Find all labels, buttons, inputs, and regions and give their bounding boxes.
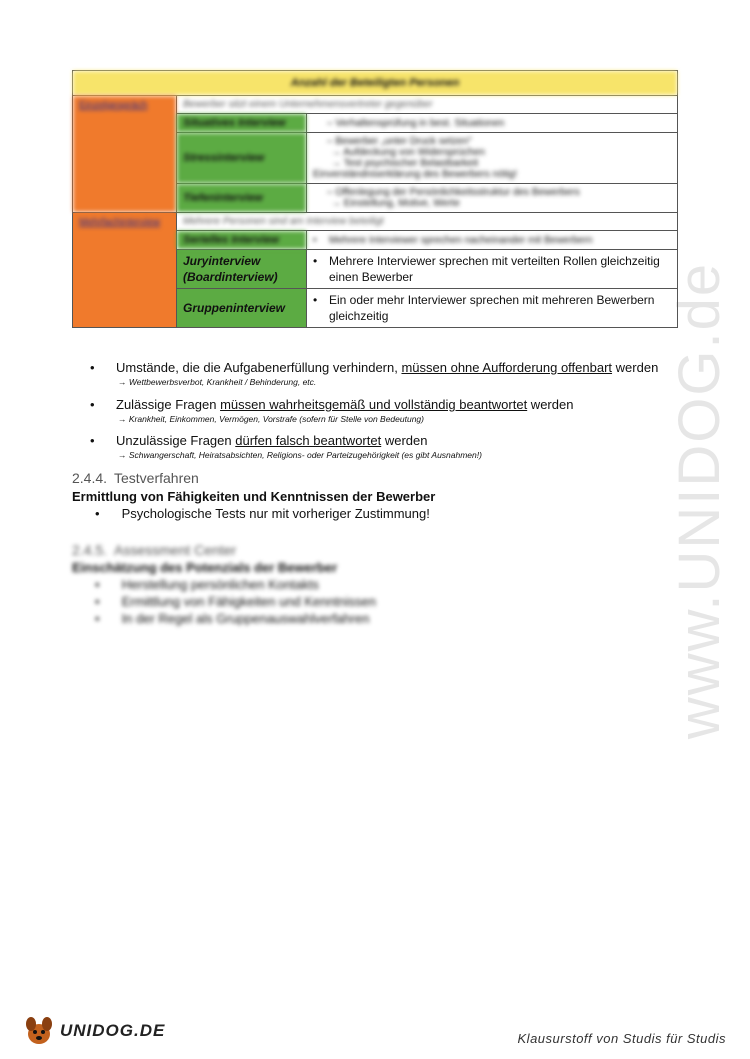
row-desc: • Ein oder mehr Interviewer sprechen mit mehreren Bewerbern gleichzeitig [307,289,678,328]
row-name: Tiefeninterview [177,184,307,213]
bullet-item: • Unzulässige Fragen dürfen falsch beantwortet werden → Schwangerschaft, Heiratsabsichten, Religions- oder Parteizugehörigkeit (es gibt Ausnahmen!) [90,433,482,460]
ac-item: • In der Regel als Gruppenauswahlverfahren [95,611,370,626]
mehrfach-label-cell: Mehrfachinterview [73,213,177,328]
row-desc: – Bewerber „unter Druck setzen" → Aufdeckung von Widersprüchen → Test psychischer Belastbarkeit Einverständniserklärung des Bewerbers nötig! [307,133,678,184]
row-desc: – Offenlegung der Persönlichkeitsstruktur des Bewerbers → Einstellung, Motive, Werte [307,184,678,213]
test-subtitle: Ermittlung von Fähigkeiten und Kenntnissen der Bewerber [72,489,436,504]
ac-subtitle: Einschätzung des Potenzials der Bewerber [72,560,338,575]
table-header: Anzahl der Beteiligten Personen [73,71,678,96]
footer-tagline: Klausurstoff von Studis für Studis [517,1031,726,1046]
bullet-item: • Zulässige Fragen müssen wahrheitsgemäß und vollständig beantwortet werden → Krankheit, Einkommen, Vermögen, Vorstrafe (sofern für Stelle von Bedeutung) [90,397,574,424]
ac-item: • Herstellung persönlichen Kontakts [95,577,319,592]
ac-item: • Ermittlung von Fähigkeiten und Kenntnissen [95,594,376,609]
row-name: Situatives Interview [177,114,307,133]
row-desc: • Mehrere Interviewer sprechen nacheinander mit Bewerbern [307,231,678,250]
row-desc: – Verhaltensprüfung in best. Situationen [307,114,678,133]
bullet-item: • Umstände, die die Aufgabenerfüllung verhindern, müssen ohne Aufforderung offenbart werden → Wettbewerbsverbot, Krankheit / Behinderung, etc. [90,360,659,387]
row-name: Stressinterview [177,133,307,184]
row-name: Serielles Interview [177,231,307,250]
section-heading-test: 2.4.4. Testverfahren [72,470,199,486]
dog-icon [22,1014,56,1048]
unidog-logo: UNIDOG.DE [22,1014,165,1048]
einzel-desc: Bewerber sitzt einem Unternehmensvertreter gegenüber [177,96,678,114]
section-heading-ac: 2.4.5. Assessment Center [72,542,237,558]
einzel-label-cell: Einzelgespräch [73,96,177,213]
mehrfach-desc: Mehrere Personen sind am Interview beteiligt [177,213,678,231]
row-name: Juryinterview (Boardinterview) [177,250,307,289]
participants-table [72,70,678,328]
row-desc: • Mehrere Interviewer sprechen mit verteilten Rollen gleichzeitig einen Bewerber [307,250,678,289]
watermark: www.UNIDOG.de [667,261,733,739]
row-name: Gruppeninterview [177,289,307,328]
test-item: • Psychologische Tests nur mit vorheriger Zustimmung! [95,506,430,521]
